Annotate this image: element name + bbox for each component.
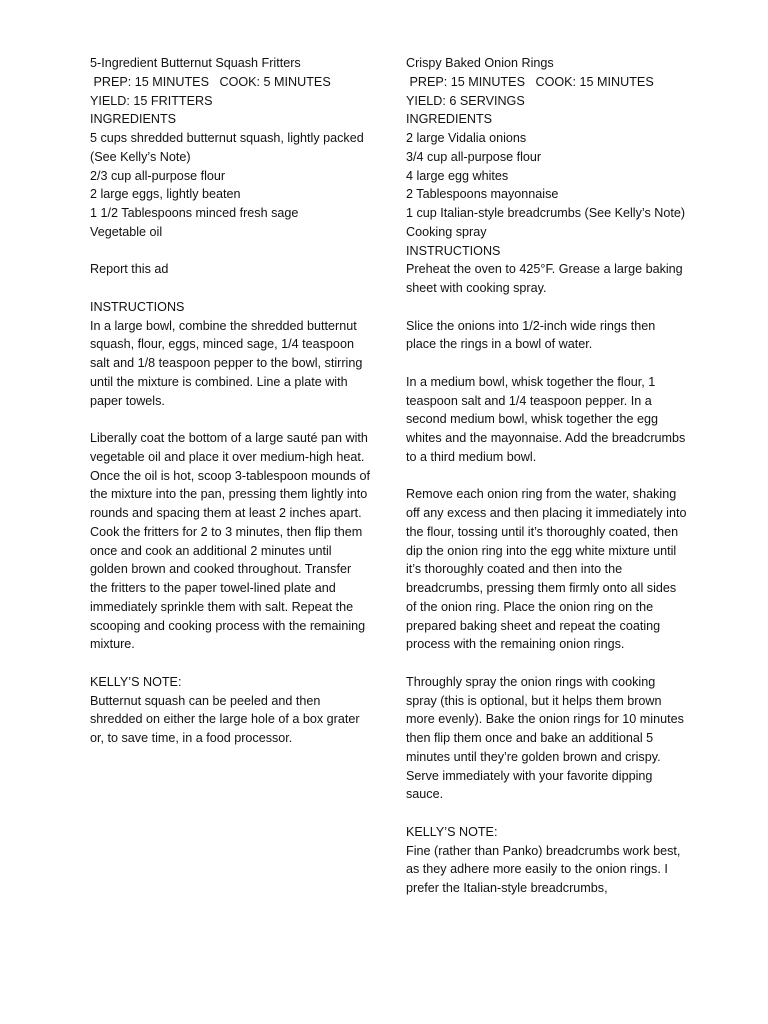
instruction-step: Throughly spray the onion rings with cooking spray (this is optional, but it helps them brown more evenly). Bake the onion rings for 10 minutes then flip them once and bake an additional 5 minutes until they’re golden brown and crispy. Serve immediately with your favorite dipping sauce. [406,674,684,802]
ingredients-heading: INGREDIENTS [406,112,493,127]
ingredient-item: 2 Tablespoons mayonnaise [406,187,559,202]
instruction-step: Liberally coat the bottom of a large sauté pan with vegetable oil and place it over medium-high heat. Once the oil is hot, scoop 3-tablespoon mounds of the mixture into the pan, pressing them lightly into rounds and spacing them at least 2 inches apart. Cook the fritters for 2 to 3 minutes, then flip them once and cook an additional 2 minutes until golden brown and cooked throughout. Transfer the fritters to the paper towel-lined plate and immediately sprinkle them with salt. Repeat the scooping and cooking process with the remaining mixture. [90,431,371,652]
spacer [90,279,372,298]
note-text: Butternut squash can be peeled and then shredded on either the large hole of a box grater or, to save time, in a food processor. [90,693,360,745]
ingredient-item: 4 large egg whites [406,168,509,183]
report-ad-link[interactable]: Report this ad [90,262,169,277]
spacer [90,242,372,261]
right-recipe-column [406,54,688,898]
recipe-title: Crispy Baked Onion Rings [406,56,554,70]
instruction-step: In a medium bowl, whisk together the flour, 1 teaspoon salt and 1/4 teaspoon pepper. In a second medium bowl, whisk together the egg whites and the mayonnaise. Add the breadcrumbs to a third medium bowl. [406,374,686,464]
instruction-step: Slice the onions into 1/2-inch wide rings then place the rings in a bowl of water. [406,318,656,352]
recipe-meta: PREP: 15 MINUTES COOK: 5 MINUTES YIELD: 15 FRITTERS [90,74,342,108]
left-recipe-column [90,54,372,748]
instruction-step: In a large bowl, combine the shredded butternut squash, flour, eggs, minced sage, 1/4 teaspoon salt and 1/8 teaspoon pepper to the bowl, stirring until the mixture is combined. Line a plate with paper towels. [90,318,363,408]
ingredient-item: 1 1/2 Tablespoons minced fresh sage [90,206,299,220]
ingredient-item: 2 large Vidalia onions [406,131,527,145]
instruction-step: Preheat the oven to 425°F. Grease a large baking sheet with cooking spray. [406,262,683,295]
ingredient-item: 2/3 cup all-purpose flour [90,168,226,183]
instructions-heading: INSTRUCTIONS [406,243,501,258]
instruction-step: Remove each onion ring from the water, shaking off any excess and then placing it immediately into the flour, tossing until it’s thoroughly coated, then dip the onion ring into the egg white mixture until it’s thoroughly coated and then into the breadcrumbs, pressing them firmly onto all sides of the onion ring. Place the onion ring on the prepared baking sheet and repeat the coating process with the remaining onion rings. [406,487,687,652]
ingredient-item: Cooking spray [406,224,487,239]
ingredient-item: 3/4 cup all-purpose flour [406,149,542,164]
ingredient-item: 2 large eggs, lightly beaten [90,187,241,202]
ingredient-item: 1 cup Italian-style breadcrumbs (See Kelly’s Note) [406,206,686,220]
note-heading: KELLY’S NOTE: [90,674,182,689]
note-text: Fine (rather than Panko) breadcrumbs work best, as they adhere more easily to the onion rings. I prefer the Italian-style breadcrumbs, [406,843,681,895]
ingredients-heading: INGREDIENTS [90,112,177,127]
recipe-title: 5-Ingredient Butternut Squash Fritters [90,56,301,70]
ingredient-item: Vegetable oil [90,224,163,239]
instructions-heading: INSTRUCTIONS [90,299,185,314]
note-heading: KELLY’S NOTE: [406,824,498,839]
ingredient-item: 5 cups shredded butternut squash, lightly packed (See Kelly’s Note) [90,131,368,164]
recipe-meta: PREP: 15 MINUTES COOK: 15 MINUTES YIELD: 6 SERVINGS [406,74,658,108]
spacer [406,804,688,823]
spacer [90,654,372,673]
